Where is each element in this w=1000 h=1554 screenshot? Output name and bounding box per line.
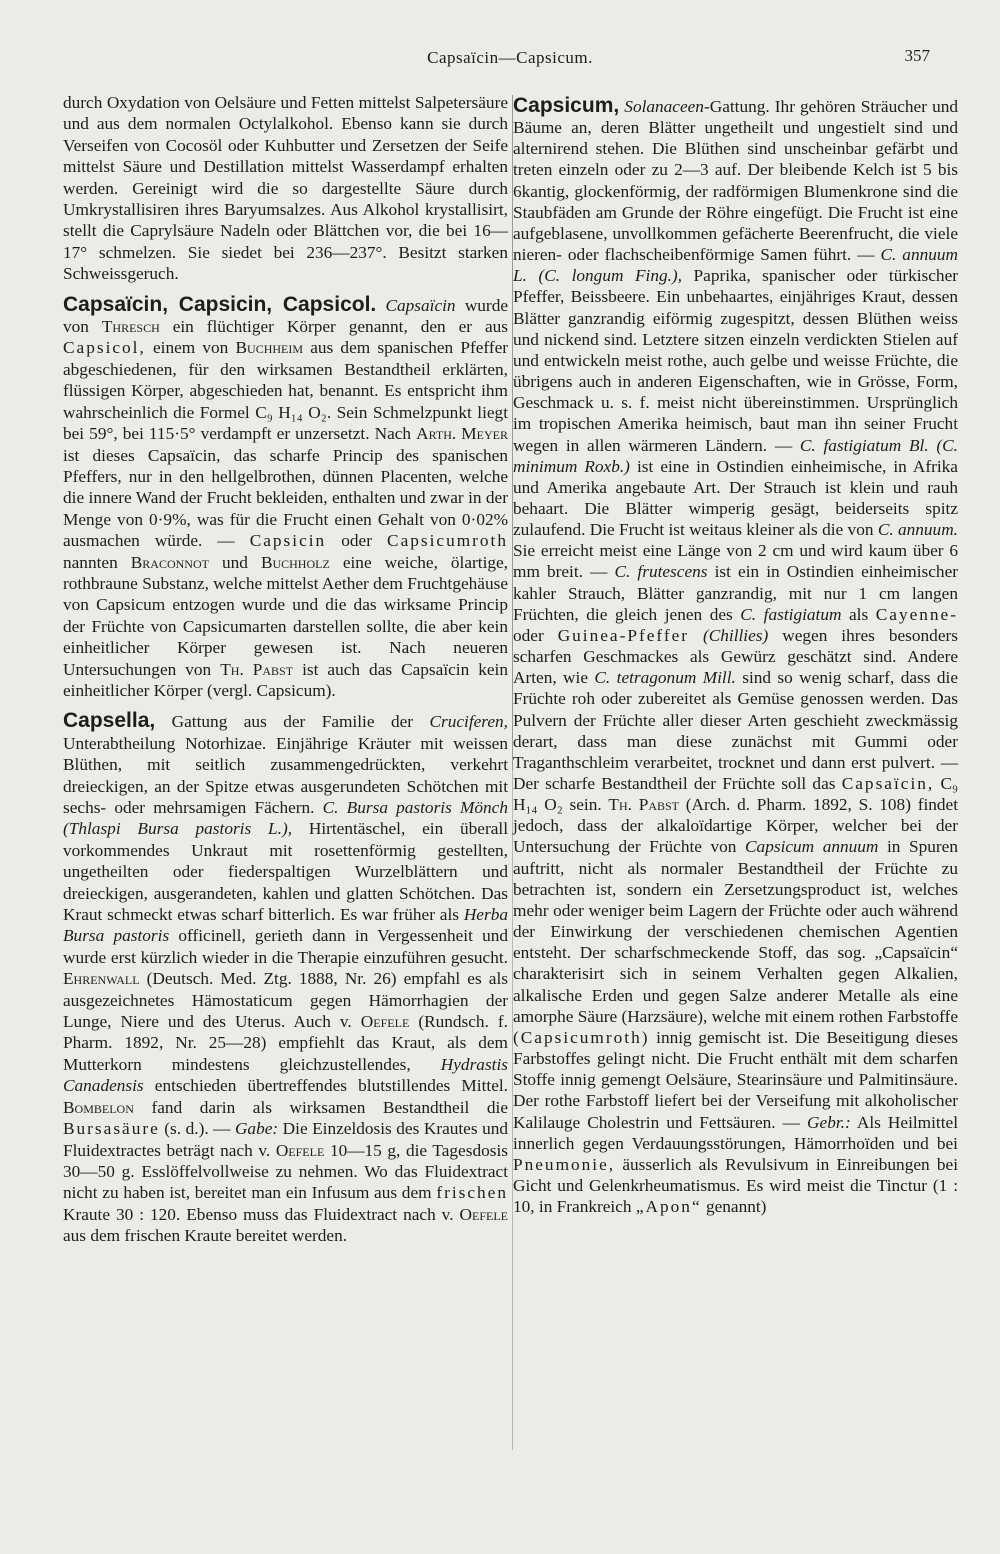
taxon-italic: C. annuum. bbox=[877, 520, 958, 540]
author-name: Ehrenwall bbox=[63, 969, 140, 989]
taxon-italic: C. annuum L. (C. longum Fing.), bbox=[513, 245, 958, 286]
text: Sie erreicht meist eine Länge von 2 cm und wird kaum über 6 mm breit. — bbox=[513, 541, 958, 582]
term-spaced: Pneumonie, bbox=[513, 1154, 616, 1174]
section-label: Gebr.: bbox=[807, 1112, 851, 1132]
author-name: Th. Pabst bbox=[220, 659, 294, 679]
left-column bbox=[63, 92, 508, 1247]
taxon-italic: Solanaceen- bbox=[624, 97, 710, 116]
author-name: Buchheim bbox=[235, 338, 304, 358]
text: in Spuren auftritt, nicht als normaler Bestandtheil der Früchte zu betrachten ist, sondern ein Zersetzungsproduct ist, welches mehr oder weniger beim Lagern der Früchte oder auch während der Einwirkung der verschiedenen chemischen Agentien entsteht. Der scharfschmeckende Stoff, das sog. „Capsaïcin“ charakterisirt sich in seinem Verhalten gegen Alkalien, alkalische Erden und gegen Salze anderer Metalle als eine amorphe Säure (Harzsäure), welche mit einem rothen Farbstoffe bbox=[513, 837, 958, 1026]
taxon-italic: C. fastigiatum Bl. (C. minimum Roxb.) bbox=[513, 435, 958, 476]
term-spaced: Guinea-Pfeffer bbox=[557, 625, 690, 645]
text: als bbox=[849, 604, 869, 624]
term-spaced: Capsicin bbox=[249, 531, 327, 551]
author-name: Oefele bbox=[275, 1140, 325, 1160]
text: genannt) bbox=[705, 1197, 767, 1217]
text: (s. d.). — bbox=[164, 1119, 231, 1139]
term-spaced: Capsicol, bbox=[63, 338, 146, 358]
text: entschieden übertreffendes blutstillendes Mittel. bbox=[154, 1076, 508, 1096]
etymology: Capsaïcin bbox=[385, 295, 456, 315]
taxon-italic: Cruciferen, bbox=[429, 712, 509, 732]
text: wurde von bbox=[63, 295, 508, 337]
text: nannten bbox=[63, 552, 118, 572]
taxon-italic: (Chillies) bbox=[702, 625, 769, 645]
text: innig gemischt ist. Die Beseitigung dieses Farbstoffes gelingt nicht. Die Frucht enthält mit dem scharfen Stoffe innig gemengt Oelsäure, Stearinsäure und Palmitinsäure. Der rothe Farbstoff liefert bei der Verseifung mit alkoholischer Kalilauge Cholestrin und Fettsäuren. — bbox=[513, 1027, 958, 1132]
text: ist dieses Capsaïcin, das scharfe Princip des spanischen Pfeffers, nur in den hellgelbrothen, dünnen Placenten, welche die innere Wand der Frucht bekleiden, enthalten und zwar in der Menge von 0·9%, was für die Frucht einen Gehalt von 0·02% ausmachen würde. — bbox=[63, 445, 508, 551]
right-column bbox=[513, 95, 958, 1217]
text: Gattung. Ihr gehören Sträucher und Bäume an, deren Blätter ungetheilt und ungestielt sind und alternirend stehen. Die Blüthen sind unscheinbar gefärbt und treten einzeln oder zu 2—3 auf. Der bleibende Kelch ist 5 bis 6kantig, glockenförmig, der radförmigen Blumenkrone sind die Staubfäden am Grunde der Röhre eingefügt. Die Frucht ist eine aufgeblasene, unvollkommen gefächerte Beerenfrucht, die viele nieren- oder flachscheibenförmige Samen führt. — bbox=[513, 97, 958, 265]
text: 10—15 g, die Tagesdosis 30—50 g. Esslöffelvollweise zu nehmen. Wo das Fluidextract nicht zu haben ist, bereitet man ein Infusum aus dem bbox=[63, 1140, 508, 1203]
text: ist eine in Ostindien einheimische, in Afrika und Amerika angebaute Art. Der Strauch ist klein und rauh behaart. Die Blätter wimperig gesägt, beiderseits spitz zulaufend. Die Frucht ist weitaus kleiner als die von bbox=[513, 456, 958, 540]
text: äusserlich als Revulsivum in Einreibungen bei Gicht und Gelenkrheumatismus. Es wird meist die Tinctur (1 : 10, in Frankreich bbox=[513, 1154, 958, 1217]
author-name: Thresch bbox=[101, 317, 160, 337]
text: oder bbox=[513, 625, 544, 645]
author-name: Braconnot bbox=[130, 552, 209, 572]
entry-capsaicin bbox=[63, 294, 508, 702]
taxon-italic: C. Bursa pastoris Mönch (Thlaspi Bursa pastoris L.), bbox=[63, 798, 508, 839]
text: Gattung aus der Familie der bbox=[171, 712, 414, 732]
text: aus dem frischen Kraute bereitet werden. bbox=[63, 1226, 348, 1246]
text: (Arch. d. Pharm. 1892, S. 108) findet jedoch, dass der alkaloïdartige Körper, welcher bei der Untersuchung der Früchte von bbox=[513, 795, 958, 857]
term-spaced: Bursasäure bbox=[63, 1119, 160, 1139]
term-spaced: Capsaïcin, bbox=[841, 774, 935, 793]
text: Die Einzeldosis des Krautes und Fluidextractes beträgt nach v. bbox=[63, 1119, 509, 1160]
lemma-capsicum: Capsicum, bbox=[513, 94, 620, 117]
text: Als Heilmittel innerlich gegen Verdauungsstörungen, Hämorrhoïden und bei bbox=[513, 1112, 959, 1153]
text: oder bbox=[341, 531, 372, 551]
section-label: Gabe: bbox=[234, 1119, 279, 1139]
running-head: Capsaïcin—Capsicum. bbox=[427, 48, 593, 67]
text: ein flüchtiger Körper genannt, den er aus bbox=[172, 317, 508, 337]
taxon-italic: Capsicum annuum bbox=[745, 837, 879, 857]
taxon-italic: Hydrastis Canadensis bbox=[63, 1054, 508, 1096]
text: (Rundsch. f. Pharm. 1892, Nr. 25—28) empfiehlt das Kraut, als dem Mutterkorn mindestens gleichzustellendes, bbox=[63, 1012, 509, 1074]
term-spaced: „Apon“ bbox=[635, 1197, 702, 1217]
text: (Deutsch. Med. Ztg. 1888, Nr. 26) empfahl es als ausgezeichnetes Hämostaticum gegen Hämorrhagien der Lunge, Niere und des Uterus. Auch v. bbox=[63, 969, 508, 1032]
text: einem von bbox=[152, 338, 229, 358]
term-spaced: Capsicumroth bbox=[387, 531, 509, 551]
text: Unterabtheilung Notorhizae. Einjährige Kräuter mit weissen Blüthen, mit seitlich zusammengedrückten, verkehrt dreieckigen, an der Spitze etwas ausgerundeten Schötchen mit sechs- oder mehrsamigen Fächern. bbox=[63, 733, 508, 817]
text: aus dem spanischen Pfeffer abgeschiedenen, für den wirksamen Bestandtheil erklärten, flüssigen Körper, abgeschieden hat, benannt. Es entspricht ihm wahrscheinlich die Formel C₉ H₁₄ O₂. Sein Schmelzpunkt liegt bei 59°, bei 115·5° verdampft er unzersetzt. Nach bbox=[63, 338, 509, 444]
page-number: 357 bbox=[904, 46, 930, 65]
text: und bbox=[221, 552, 248, 572]
author-name: Oefele bbox=[360, 1012, 410, 1032]
term-spaced: Cayenne- bbox=[875, 604, 958, 624]
text: ist ein in Ostindien einheimischer kahler Strauch, Blätter ganzrandig, mit nur 1 cm langen Früchten, die gleich jenen des bbox=[513, 562, 958, 624]
taxon-italic: C. fastigiatum bbox=[740, 604, 842, 624]
text: eine weiche, ölartige, rothbraune Substanz, welche mittelst Aether dem Fruchtgehäuse von Capsicum entzogen wurde und die das wirksame Princip der Früchte von Capsicumarten darstellen sollte, die aber kein einheitlicher Körper gewesen ist. Nach neueren Untersuchungen von bbox=[63, 552, 509, 679]
text: Kraute 30 : 120. Ebenso muss das Fluidextract nach v. bbox=[63, 1204, 454, 1224]
text: Paprika, spanischer oder türkischer Pfeffer, Beissbeere. Ein unbehaartes, einjähriges Kraut, dessen Blätter ganzrandig eiförmig zugespitzt, dessen Blüthen weiss und nickend sind. Letztere sitzen einzeln verdickten Stielen auf und entwickeln meist rothe, auch gelbe und weisse Früchte, die übrigens auch in anderen Eigenschaften, wie in Grösse, Form, Geschmack u. s. f. meist nicht übereinstimmen. Ursprünglich im tropischen Amerika heimisch, baut man ihn seiner Frucht wegen in allen wärmeren Ländern. — bbox=[513, 266, 958, 455]
text: officinell, gerieth dann in Vergessenheit und wurde erst kürzlich wieder in die Therapie einzuführen gesucht. bbox=[63, 926, 508, 967]
lemma-capsella: Capsella, bbox=[63, 709, 156, 733]
term-spaced: (Capsicumroth) bbox=[513, 1027, 650, 1047]
author-name: Buchholz bbox=[260, 552, 330, 572]
text: sind so wenig scharf, dass die Früchte roh oder zubereitet als Gemüse genossen werden. Das Pulvern der Früchte aller dieser Arten geschieht zweckmässig derart, dass man diese zunächst mit Gummi oder Traganthschleim verarbeitet, trocknet und dann erst pulvert. — Der scharfe Bestandtheil der Früchte soll das bbox=[513, 668, 958, 793]
text: C₉ H₁₄ O₂ sein. bbox=[513, 774, 959, 815]
author-name: Oefele bbox=[459, 1204, 508, 1224]
caprylsaeure-continuation: durch Oxydation von Oelsäure und Fetten mittelst Salpetersäure und aus dem normalen Octylalkohol. Ebenso kann sie durch Verseifen von Cocosöl oder Kuhbutter und Zersetzen der Seife mittelst Säure und Destillation mittelst Wasserdampf erhalten werden. Gereinigt wird die so dargestellte Säure durch Umkrystallisiren ihres Baryumsalzes. Aus Alkohol krystallisirt, stellt die Caprylsäure Nadeln oder Blättchen vor, die bei 16—17° schmelzen. Sie siedet bei 236—237°. Besitzt starken Schweissgeruch. bbox=[63, 93, 508, 284]
lemma-capsaicin: Capsaïcin, Capsicin, Capsicol. bbox=[63, 292, 377, 316]
author-name: Th. Pabst bbox=[608, 795, 679, 815]
author-name: Bombelon bbox=[63, 1097, 134, 1117]
taxon-italic: C. frutescens bbox=[614, 562, 708, 582]
taxon-italic: C. tetragonum Mill. bbox=[594, 668, 736, 688]
entry-capsella bbox=[63, 710, 508, 1246]
author-name: Arth. Meyer bbox=[416, 424, 508, 444]
text: Hirtentäschel, ein überall vorkommendes Unkraut mit rosettenförmig gestellten, ungetheilten oder fiederspaltigen Wurzelblättern und dreieckigen, ausgerandeten, kahlen und glatten Schötchen. Das Kraut schmeckt etwas scharf bitterlich. Es war früher als bbox=[63, 819, 508, 925]
text: fand darin als wirksamen Bestandtheil die bbox=[151, 1097, 508, 1117]
taxon-italic: Herba Bursa pastoris bbox=[63, 905, 508, 946]
text: ist auch das Capsaïcin kein einheitlicher Körper (vergl. Capsicum). bbox=[63, 659, 509, 700]
text: wegen ihres besonders scharfen Geschmackes als Gewürz geschätzt sind. Andere Arten, wie bbox=[513, 625, 958, 688]
entry-capsicum bbox=[513, 95, 958, 1217]
term-spaced: frischen bbox=[436, 1183, 508, 1203]
